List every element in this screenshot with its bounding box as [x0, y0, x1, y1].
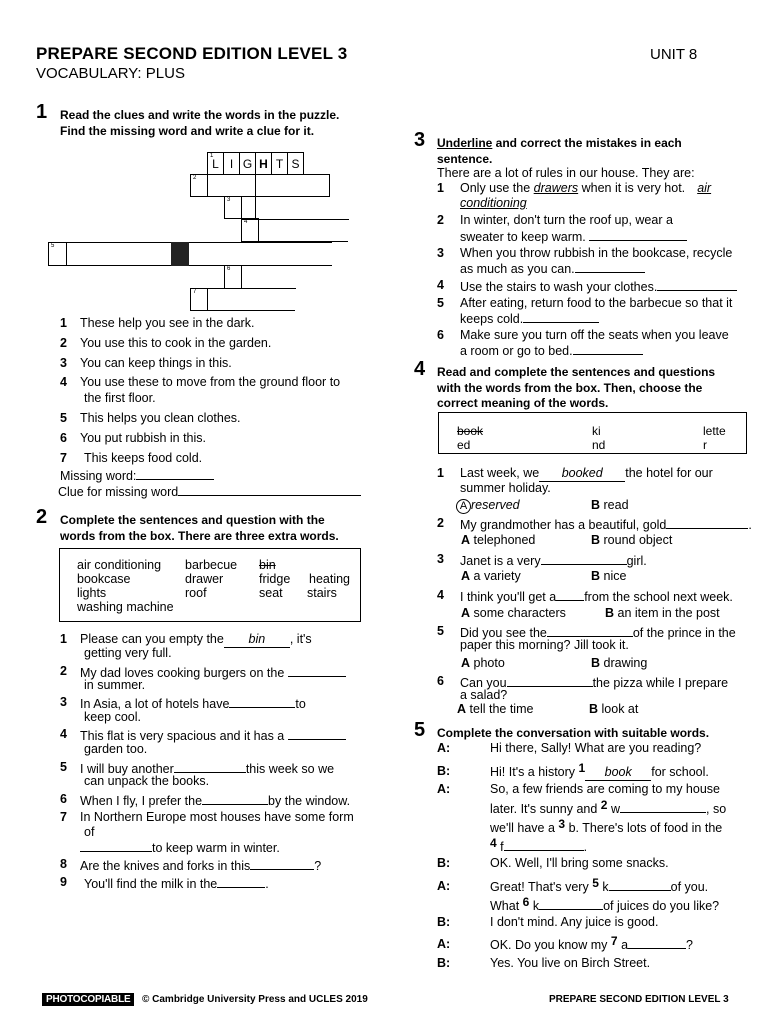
answer-blank[interactable]: booked	[539, 466, 625, 482]
clue: You use this to cook in the garden.	[80, 336, 272, 350]
ex3-item-cont: keeps cold.	[460, 310, 599, 327]
box-word: heating	[309, 572, 351, 586]
ex3-answer-cont: conditioning	[460, 196, 527, 210]
answer-blank[interactable]	[589, 228, 687, 241]
answer-blank[interactable]	[666, 516, 748, 529]
line: $^4$ f .	[490, 836, 588, 854]
ex3-item-cont: as much as you can.	[460, 260, 645, 277]
ex2-item: My dad loves cooking burgers on the	[80, 664, 346, 681]
box-word: fridge	[259, 572, 291, 586]
crossword-cell[interactable]: I	[223, 152, 240, 175]
answer-blank[interactable]	[541, 552, 627, 565]
missing-word-row: Missing word:	[60, 467, 214, 484]
box-word-part: nd	[592, 438, 606, 452]
line: I don't mind. Any juice is good.	[490, 915, 659, 929]
ex2-item: Are the knives and forks in this ?	[80, 859, 322, 873]
crossword-key-cell	[171, 242, 189, 266]
ex3-instruction-1: Underline and correct the mistakes in each	[437, 136, 682, 150]
option-a[interactable]: A some characters	[461, 606, 566, 620]
option-b[interactable]: B an item in the post	[605, 606, 720, 620]
clue-missing-blank[interactable]	[178, 483, 361, 496]
crossword-cell[interactable]: 2	[190, 174, 208, 197]
line: What $^6$ k of juices do you like?	[490, 895, 720, 913]
line: So, a few friends are coming to my house	[490, 782, 720, 796]
ex3-instruction-2: sentence.	[437, 152, 493, 166]
ex4-item-cont: a salad?	[460, 688, 508, 702]
ex4-item: Last week, we booked the hotel for our	[460, 466, 713, 480]
ex3-item: Make sure you turn off the seats when you leave	[460, 328, 729, 342]
ex2-item: I will buy another this week so we	[80, 762, 335, 776]
answer-blank[interactable]	[575, 260, 645, 273]
ex2-item-cont: in summer.	[84, 678, 146, 692]
answer-blank[interactable]	[288, 727, 346, 740]
box-word: roof	[185, 586, 207, 600]
ex2-item-cont: keep cool.	[84, 710, 141, 724]
ex3-intro: There are a lot of rules in our house. They are:	[437, 166, 695, 180]
answer-blank[interactable]	[80, 839, 152, 852]
ex4-item: I think you'll get a from the school next week.	[460, 590, 733, 604]
crossword-cell[interactable]: S	[287, 152, 304, 175]
ex1-instruction-1: Read the clues and write the words in the puzzle.	[60, 108, 340, 122]
line: OK. Do you know my $^7$ a ?	[490, 934, 693, 952]
ex4-item: Janet is a very girl.	[460, 554, 647, 568]
clue: This helps you clean clothes.	[80, 411, 241, 425]
answer-blank[interactable]: bin	[224, 632, 290, 648]
line: Hi! It's a history $^1$ book for school.	[490, 761, 709, 779]
box-word: stairs	[307, 586, 337, 600]
option-a[interactable]: A photo	[461, 656, 505, 670]
answer-blank[interactable]	[539, 897, 603, 910]
option-b[interactable]: B nice	[591, 569, 627, 583]
ex3-item: When you throw rubbish in the bookcase, recycle	[460, 246, 733, 260]
answer-blank[interactable]	[202, 792, 268, 805]
ex4-instruction-3: correct meaning of the words.	[437, 396, 609, 410]
answer-blank[interactable]	[174, 760, 246, 773]
answer-blank[interactable]	[288, 664, 346, 677]
ex3-item-cont: sweater to keep warm.	[460, 228, 687, 245]
ex4-item-cont: paper this morning? Jill took it.	[460, 638, 629, 652]
answer-blank[interactable]	[523, 310, 599, 323]
footer-level: PREPARE SECOND EDITION LEVEL 3	[549, 994, 729, 1005]
clue: You put rubbish in this.	[80, 431, 207, 445]
ex2-instruction-2: words from the box. There are three extra words.	[60, 529, 339, 543]
ex2-number: 2	[36, 506, 48, 528]
ex2-item-cont: garden too.	[84, 742, 148, 756]
box-word: drawer	[185, 572, 224, 586]
box-word: lette	[703, 424, 726, 438]
ex4-instruction-1: Read and complete the sentences and questions	[437, 365, 716, 379]
speaker: B:	[437, 856, 451, 870]
crossword-cell[interactable]: T	[271, 152, 288, 175]
option-b[interactable]: B read	[591, 498, 629, 512]
clue: You can keep things in this.	[80, 356, 232, 370]
option-b[interactable]: B round object	[591, 533, 673, 547]
crossword-cell[interactable]: 1 L	[207, 152, 224, 175]
ex4-instruction-2: with the words from the box. Then, choose the	[437, 381, 703, 395]
line: later. It's sunny and $^2$ w , so	[490, 798, 727, 816]
line: Great! That's very $^5$ k of you.	[490, 876, 709, 894]
crossword-cell[interactable]: 4	[241, 218, 259, 242]
ex2-item-cont: getting very full.	[84, 646, 172, 660]
option-b[interactable]: B drawing	[591, 656, 648, 670]
line: OK. Well, I'll bring some snacks.	[490, 856, 669, 870]
ex3-item: Use the stairs to wash your clothes.	[460, 278, 737, 295]
crossword-cell[interactable]: 7	[190, 288, 208, 311]
ex5-number: 5	[414, 719, 426, 741]
speaker: A:	[437, 782, 451, 796]
speaker: B:	[437, 764, 451, 778]
clue-missing-row: Clue for missing word	[58, 483, 361, 500]
answer-blank[interactable]	[620, 800, 706, 813]
box-word: seat	[259, 586, 283, 600]
line: Yes. You live on Birch Street.	[490, 956, 651, 970]
missing-word-blank[interactable]	[136, 467, 214, 480]
page-title: PREPARE SECOND EDITION LEVEL 3	[36, 44, 348, 63]
box-word-part: ed	[457, 438, 471, 452]
ex2-item: Please can you empty the bin , it's	[80, 632, 312, 646]
ex4-item: My grandmother has a beautiful, gold .	[460, 518, 752, 532]
ex2-word-box	[59, 548, 361, 622]
crossword-cell[interactable]: 3	[224, 196, 242, 219]
copyright: © Cambridge University Press and UCLES 2019	[142, 994, 368, 1005]
clue: These help you see in the dark.	[80, 316, 255, 330]
box-word-example: bin	[259, 558, 276, 572]
option-b[interactable]: B look at	[589, 702, 639, 716]
ex5-instruction: Complete the conversation with suitable words.	[437, 726, 710, 740]
ex2-item-cont: can unpack the books.	[84, 774, 210, 788]
box-word: ki	[592, 424, 601, 438]
answer-blank[interactable]	[609, 878, 671, 891]
answer-blank[interactable]	[507, 674, 593, 687]
box-word-example: book	[457, 424, 484, 438]
ex2-item: When I fly, I prefer the by the window.	[80, 794, 351, 808]
box-word: barbecue	[185, 558, 238, 572]
ex2-item-cont: to keep warm in winter.	[80, 839, 280, 856]
ex3-number: 3	[414, 129, 426, 151]
box-word: air conditioning	[77, 558, 162, 572]
page-subtitle: VOCABULARY: PLUS	[36, 65, 185, 82]
crossword-cell[interactable]: 5	[48, 242, 67, 266]
line: we'll have a $^3$ b. There's lots of food in the	[490, 817, 723, 835]
ex2-item: In Northern Europe most houses have some form	[80, 810, 354, 824]
answer-blank[interactable]	[573, 342, 643, 355]
unit-label: UNIT 8	[650, 46, 698, 63]
option-a[interactable]: A reserved	[456, 498, 520, 514]
answer-blank[interactable]	[229, 695, 295, 708]
clue-continued: the first floor.	[84, 391, 156, 405]
ex3-item: After eating, return food to the barbecue so that it	[460, 296, 733, 310]
ex2-instruction-1: Complete the sentences and question with the	[60, 513, 325, 527]
ex4-number: 4	[414, 358, 426, 380]
ex1-instruction-2: Find the missing word and write a clue for it.	[60, 124, 315, 138]
option-a[interactable]: A a variety	[461, 569, 521, 583]
speaker: B:	[437, 915, 451, 929]
answer-blank[interactable]	[628, 936, 686, 949]
ex4-item: Did you see the of the prince in the	[460, 626, 736, 640]
box-word-part: r	[703, 438, 707, 452]
ex2-item: You'll find the milk in the .	[84, 877, 269, 891]
ex4-word-box	[438, 412, 747, 454]
ex1-number: 1	[36, 101, 48, 123]
answer-blank[interactable]	[504, 838, 584, 851]
box-word: lights	[77, 586, 107, 600]
speaker: A:	[437, 879, 451, 893]
ex4-item: Can you the pizza while I prepare	[460, 676, 729, 690]
line: Hi there, Sally! What are you reading?	[490, 741, 702, 755]
ex4-item-cont: summer holiday.	[460, 481, 551, 495]
clue: You use these to move from the ground floor to	[80, 375, 341, 389]
clue: This keeps food cold.	[84, 451, 203, 465]
box-word: bookcase	[77, 572, 131, 586]
box-word: washing machine	[77, 600, 174, 614]
option-a[interactable]: A telephoned	[461, 533, 536, 547]
ex3-item: In winter, don't turn the roof up, wear a	[460, 213, 673, 227]
answer-blank[interactable]	[556, 588, 584, 601]
answer-blank[interactable]: book	[585, 765, 651, 781]
answer-blank[interactable]	[217, 875, 265, 888]
ex2-item: In Asia, a lot of hotels have to	[80, 697, 306, 711]
speaker: B:	[437, 956, 451, 970]
speaker: A:	[437, 741, 451, 755]
photocopiable-badge: PHOTOCOPIABLE	[42, 993, 134, 1006]
ex3-item-cont: a room or go to bed.	[460, 342, 643, 359]
crossword-cell[interactable]: G	[239, 152, 256, 175]
ex3-item: Only use the drawers when it is very hot. air	[460, 181, 712, 195]
option-a[interactable]: A tell the time	[457, 702, 534, 716]
answer-blank[interactable]	[657, 278, 737, 291]
ex2-item: This flat is very spacious and it has a	[80, 727, 346, 744]
crossword-cell[interactable]: 6	[224, 265, 242, 289]
speaker: A:	[437, 937, 451, 951]
ex2-item-cont: of	[84, 825, 95, 839]
answer-blank[interactable]	[547, 624, 633, 637]
crossword-cell-key[interactable]: H	[255, 152, 272, 175]
answer-blank[interactable]	[250, 857, 314, 870]
